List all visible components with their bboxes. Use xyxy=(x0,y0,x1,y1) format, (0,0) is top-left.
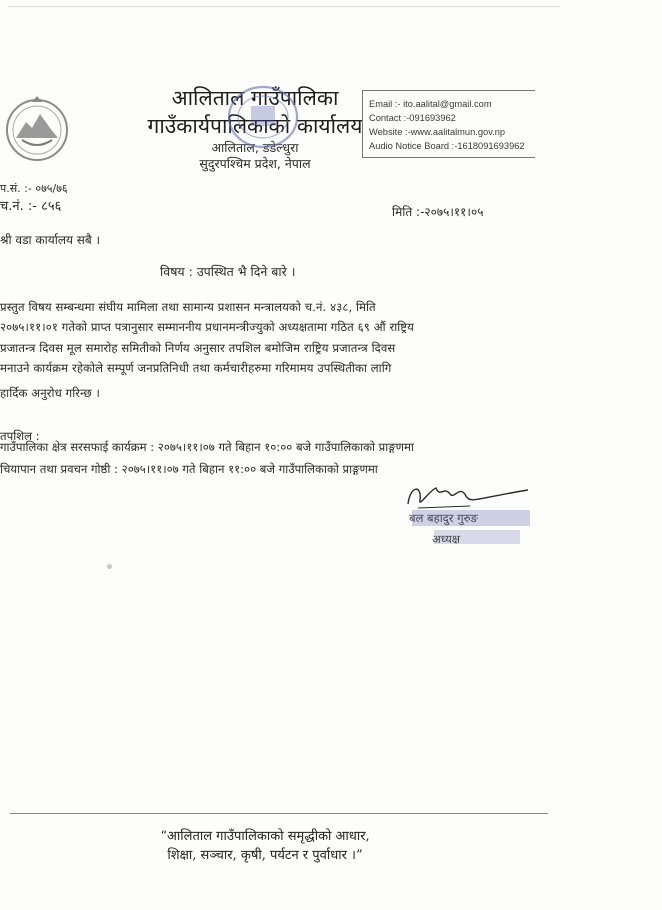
dispatch-number: च.नं. :- ८५६ xyxy=(0,199,62,214)
signatory-title: अध्यक्ष xyxy=(432,532,461,546)
footer-rule xyxy=(10,813,548,814)
body-line-2: २०७५।११।०१ गतेको प्राप्त पत्रानुसार सम्माननीय प्रधानमन्त्रीज्युको अध्यक्षतामा गठित ६९ औं राष्ट्रिय xyxy=(0,320,414,334)
details-heading: तपशिल : xyxy=(0,429,40,443)
contact-email: Email :- ito.aalital@gmail.com xyxy=(369,99,492,109)
signatory-name: बल बहादुर गुरुङ xyxy=(409,511,478,525)
office-name: गाउँकार्यपालिकाको कार्यालय xyxy=(147,114,363,138)
body-line-5: हार्दिक अनुरोध गरिन्छ । xyxy=(0,386,101,400)
contact-notice-board: Audio Notice Board :-1618091693962 xyxy=(369,141,525,151)
contact-website: Website :-www.aalitalmun.gov.np xyxy=(369,127,506,137)
motto-line-1: “आलिताल गाउँपालिकाको समृद्धीको आधार, xyxy=(160,829,370,844)
municipality-name: आलिताल गाउँपालिका xyxy=(171,86,339,110)
letter-date: मिति :-२०७५।११।०५ xyxy=(392,205,484,219)
body-line-3: प्रजातन्त्र दिवस मूल समारोह समितीको निर्णय अनुसार तपशिल बमोजिम राष्ट्रिय प्रजातन्त्र दिवस xyxy=(0,341,396,355)
paper-speck xyxy=(107,564,112,569)
subject-line: विषय : उपस्थित भै दिने बारे । xyxy=(160,264,296,279)
office-location: आलिताल, डडेल्धुरा xyxy=(211,140,299,155)
letter-number: प.सं. :- ०७५/७६ xyxy=(0,182,68,195)
recipient: श्री वडा कार्यालय सबै । xyxy=(0,233,101,247)
signatory-stamp-icon xyxy=(410,508,532,546)
contact-box xyxy=(362,90,535,158)
body-line-1: प्रस्तुत विषय सम्बन्धमा संघीय मामिला तथा सामान्य प्रशासन मन्त्रालयको च.नं. ४३८, मिति xyxy=(0,300,376,314)
details-item-2: चियापान तथा प्रवचन गोष्ठी : २०७५।११।०७ गते बिहान ११:०० बजे गाउँपालिकाको प्राङ्गणमा xyxy=(0,462,378,476)
nepal-emblem-icon xyxy=(2,92,72,164)
top-rule xyxy=(8,6,560,7)
contact-phone: Contact :-091693962 xyxy=(369,113,456,123)
office-stamp-icon xyxy=(225,82,301,152)
office-province: सुदुरपश्चिम प्रदेश, नेपाल xyxy=(199,156,311,171)
motto-line-2: शिक्षा, सञ्चार, कृषी, पर्यटन र पुर्वाधार ।” xyxy=(167,848,363,863)
body-line-4: मनाउने कार्यक्रम रहेकोले सम्पूर्ण जनप्रतिनिधी तथा कर्मचारीहरुमा गरिमामय उपस्थितीका लागि xyxy=(0,361,392,375)
details-item-1: गाउँपालिका क्षेत्र सरसफाई कार्यक्रम : २०७५।११।०७ गते बिहान १०:०० बजे गाउँपालिकाको प्राङ्गणमा xyxy=(0,440,414,454)
